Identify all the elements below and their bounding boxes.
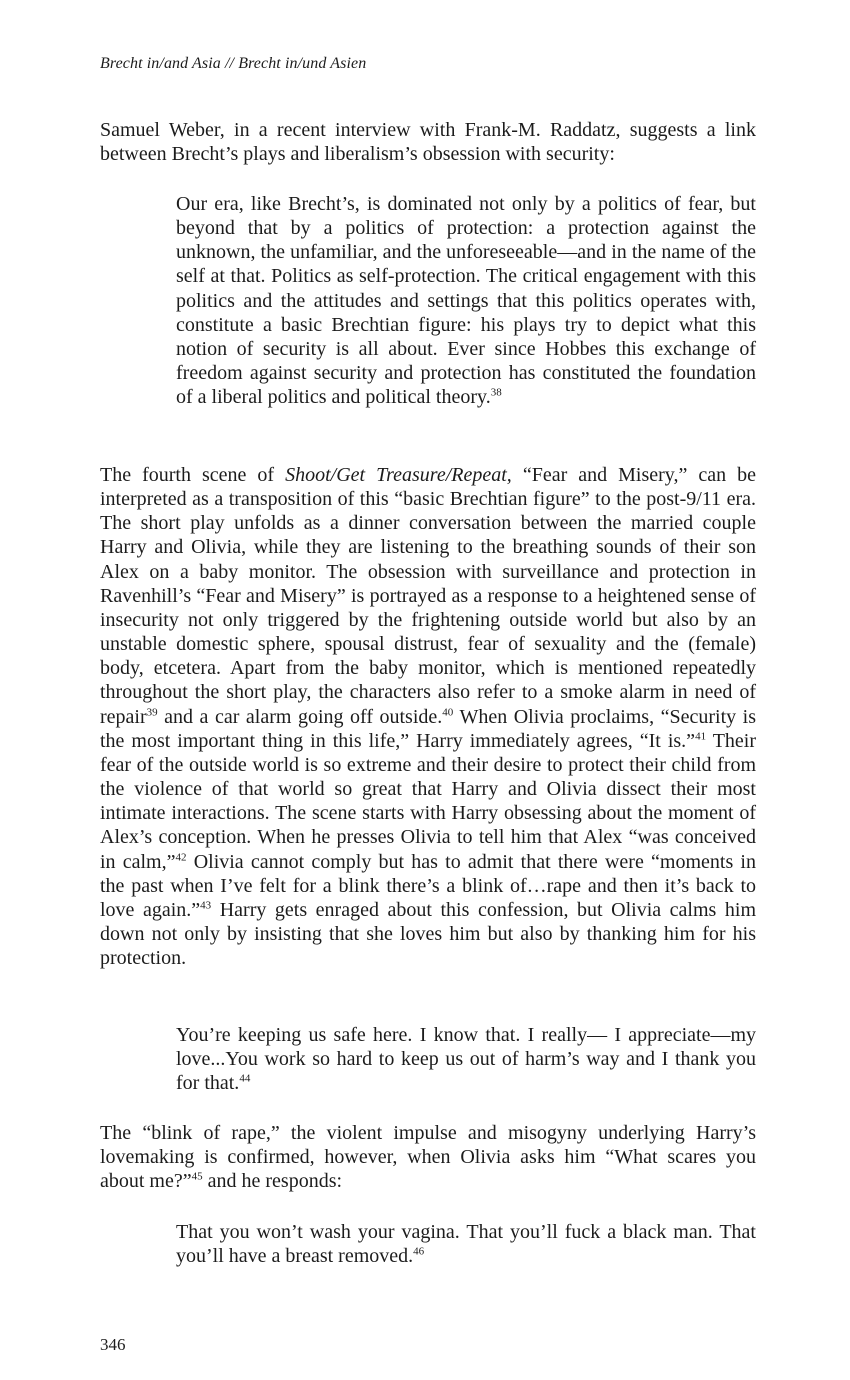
- block-quote-weber: [176, 192, 756, 409]
- paragraph-text: When Olivia proclaims, “Security is the most important thing in this life,” Harry immediately agrees, “It is.”: [100, 705, 757, 752]
- block-quote-text: Our era, like Brecht’s, is dominated not only by a politics of fear, but beyond that by a politics of protection: a protection against the unknown, the unfamiliar, and the unforeseeable—and in the name of the self at that. Politics as self-protection. The critical engagement with this politics and the attitudes and settings that this politics operates with, constitute a basic Brechtian figure: his plays try to depict what this notion of security is all about. Ever since Hobbes this exchange of freedom against security and protection has constituted the foundation of a liberal politics and political theory.: [176, 193, 756, 409]
- page-number: 346: [100, 1335, 126, 1354]
- paragraph-text: and he responds:: [202, 1170, 343, 1193]
- footnote-ref-46[interactable]: 46: [413, 1245, 425, 1258]
- block-quote-text: That you won’t wash your vagina. That you’ll fuck a black man. That you’ll have a breast removed.: [176, 1221, 756, 1268]
- paragraph-text: The “blink of rape,” the violent impulse and misogyny underlying Harry’s lovemaking is confirmed, however, when Olivia asks him “What scares you about me?”: [100, 1122, 756, 1193]
- block-quote-text: You’re keeping us safe here. I know that. I really— I appreciate—my love...You work so hard to keep us out of harm’s way and I thank you for that.: [176, 1024, 756, 1095]
- paragraph-intro: [100, 118, 756, 166]
- footnote-ref-44[interactable]: 44: [239, 1072, 251, 1085]
- block-quote-harry: [176, 1220, 756, 1268]
- footnote-ref-41[interactable]: 41: [695, 730, 707, 743]
- paragraph-text: Their fear of the outside world is so extreme and their desire to protect their child from the violence of that world so great that Harry and Olivia dissect their most intimate interactions. The scene starts with Harry obsessing about the moment of Alex’s conception. When he presses Olivia to tell him that Alex “was conceived in calm,”: [100, 729, 756, 873]
- paragraph-text: Harry gets enraged about this confession, but Olivia calms him down not only by insisting that she loves him but also by thanking him for his protection.: [100, 898, 756, 970]
- block-quote-olivia: [176, 1023, 756, 1095]
- paragraph-text: The fourth scene of: [100, 464, 286, 486]
- play-title: Shoot/Get Treasure/Repeat,: [285, 464, 512, 486]
- footnote-ref-42[interactable]: 42: [175, 850, 187, 863]
- footnote-ref-43[interactable]: 43: [200, 899, 212, 912]
- paragraph-intro-text: Samuel Weber, in a recent interview with Frank-M. Raddatz, suggests a link between Brecht’s plays and liberalism’s obsession with security:: [100, 119, 756, 166]
- footnote-ref-39[interactable]: 39: [146, 705, 158, 718]
- paragraph-blink-of-rape: [100, 1121, 756, 1193]
- paragraph-fear-and-misery: [100, 463, 756, 970]
- footnote-ref-40[interactable]: 40: [442, 705, 454, 718]
- paragraph-text: and a car alarm going off outside.: [157, 705, 443, 728]
- footnote-ref-45[interactable]: 45: [191, 1170, 203, 1183]
- footnote-ref-38[interactable]: 38: [490, 386, 502, 399]
- paragraph-text: “Fear and Misery,” can be interpreted as a transposition of this “basic Brechtian figure” to the post-9/11 era. The short play unfolds as a dinner conversation between the married couple Harry and Olivia, while they are listening to the breathing sounds of their son Alex on a baby monitor. The obsession with surveillance and protection in Ravenhill’s “Fear and Misery” is portrayed as a response to a heightened sense of insecurity not only triggered by the frightening outside world but also by an unstable domestic sphere, spousal distrust, fear of sexuality and the (female) body, etcetera. Apart from the baby monitor, which is mentioned repeatedly throughout the short play, the characters also refer to a smoke alarm in need of repair: [100, 464, 757, 728]
- running-head: Brecht in/and Asia // Brecht in/und Asien: [100, 55, 367, 72]
- paragraph-text: Olivia cannot comply but has to admit that there were “moments in the past when I’ve felt for a blink there’s a blink of…rape and then it’s back to love again.”: [100, 850, 756, 921]
